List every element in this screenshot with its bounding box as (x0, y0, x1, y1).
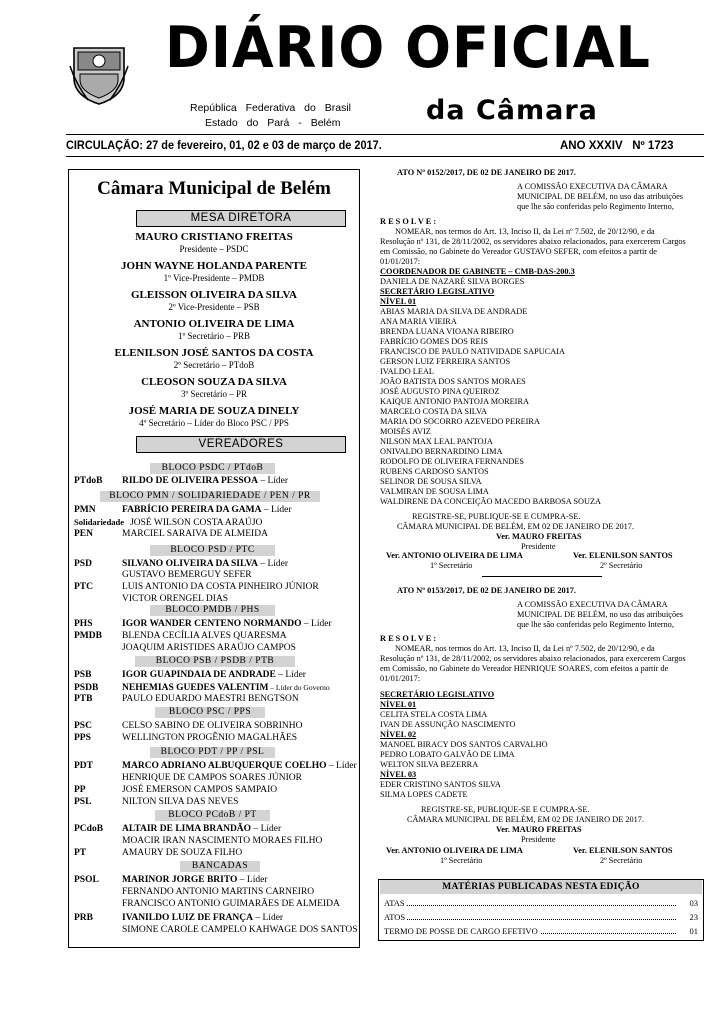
bloco-heading: BLOCO PSDC / PTdoB (150, 463, 275, 474)
party: PMDB (74, 631, 102, 641)
vereador-row (74, 733, 297, 744)
edition-issue: Nº 1723 (632, 140, 674, 152)
contents-label: TERMO DE POSSE DE CARGO EFETIVO (384, 926, 538, 936)
ato-list-item: MOISÉS AVIZ (380, 427, 431, 436)
ato-list-item: MANOEL BIRACY DOS SANTOS CARVALHO (380, 740, 548, 749)
ato-list-item: RUBENS CARDOSO SANTOS (380, 467, 489, 476)
ato-preamble: A COMISSÃO EXECUTIVA DA CÂMARA (517, 600, 668, 609)
ato-list-item: ANA MARIA VIEIRA (380, 317, 457, 326)
party: PHS (74, 619, 93, 629)
member-role: 1º Vice-Presidente – PMDB (163, 273, 265, 283)
vereador-name: LUIS ANTONIO DA COSTA PINHEIRO JÚNIOR (122, 582, 319, 592)
masthead-republic: República Federativa do Brasil (190, 102, 351, 114)
member-role: 1º Secretário – PRB (177, 331, 251, 341)
vereador-row (74, 517, 262, 529)
vereador-name: RILDO DE OLIVEIRA PESSOA (122, 476, 258, 486)
ato-list-item: IVALDO LEAL (380, 367, 434, 376)
ato-list-item: DANIELA DE NAZARÉ SILVA BORGES (380, 277, 525, 286)
ato-body: em Comissão, no Gabinete do Vereador HENRIQUE SOARES, com efeitos a partir de (380, 664, 669, 673)
signature-secretary: Ver. ELENILSON SANTOS (573, 846, 673, 855)
party: PSDB (74, 683, 99, 693)
ato-level: NÍVEL 03 (380, 770, 417, 779)
member-role: 2º Secretário – PTdoB (173, 360, 255, 370)
ato-list-item: WALDIRENE DA CONCEIÇÃO MACEDO BARBOSA SOUZA (380, 497, 602, 506)
member-role: 3º Secretário – PR (180, 389, 248, 399)
vereador-row (74, 785, 277, 796)
vereador-row (74, 887, 314, 898)
vereador-name: JOAQUIM ARISTIDES ARAÚJO CAMPOS (122, 643, 296, 653)
vereador-row (74, 582, 319, 593)
vereador-row (74, 899, 340, 910)
vereador-name: ALTAIR DE LIMA BRANDÃO (122, 824, 252, 834)
party: PEN (74, 529, 93, 539)
vereador-name: VICTOR ORENGEL DIAS (122, 594, 229, 604)
circulation-dates: CIRCULAÇÃO: 27 de fevereiro, 01, 02 e 03 de março de 2017. (66, 140, 382, 152)
vereador-row (74, 670, 306, 681)
ato-body: em Comissão, no Gabinete do Vereador GUSTAVO SEFER, com efeitos a partir de (380, 247, 657, 256)
vereador-row (74, 559, 288, 570)
ato-list-item: IVAN DE ASSUNÇÃO NASCIMENTO (380, 720, 516, 729)
signature-role: Presidente (521, 542, 556, 551)
vereador-row (74, 824, 281, 835)
contents-page: 01 (689, 926, 698, 936)
vereador-name: NEHEMIAS GUEDES VALENTIM (122, 683, 269, 693)
ato-title: ATO Nº 0152/2017, DE 02 DE JANEIRO DE 2017. (397, 168, 576, 177)
vereador-row (74, 913, 283, 924)
vereador-name: FERNANDO ANTONIO MARTINS CARNEIRO (122, 887, 315, 897)
ato-list-item: RODOLFO DE OLIVEIRA FERNANDES (380, 457, 525, 466)
party: PSB (74, 670, 92, 680)
ato-list-item: JOÃO BATISTA DOS SANTOS MORAES (380, 377, 526, 386)
vereador-row (74, 594, 228, 605)
party: PTC (74, 582, 93, 592)
member-name: ELENILSON JOSÉ SANTOS DA COSTA (114, 347, 314, 359)
leader-tag: – Líder do Governo (268, 683, 330, 692)
party: PCdoB (74, 824, 104, 834)
vereador-row (74, 619, 332, 630)
signature-secretary: Ver. ELENILSON SANTOS (573, 551, 673, 560)
bloco-heading: BLOCO PMDB / PHS (150, 605, 275, 616)
vereador-name: AMAURY DE SOUZA FILHO (122, 848, 243, 858)
ato-register: REGISTRE-SE, PUBLIQUE-SE E CUMPRA-SE. (421, 805, 590, 814)
ato-list-item: ONIVALDO BERNARDINO LIMA (380, 447, 503, 456)
ato-body: 01/01/2017: (380, 257, 421, 266)
vereador-name: FRANCISCO ANTONIO GUIMARÃES DE ALMEIDA (122, 899, 340, 909)
vereador-name: SILVANO OLIVEIRA DA SILVA (122, 559, 258, 569)
ato-list-item: VALMIRAN DE SOUSA LIMA (380, 487, 489, 496)
vereador-name: JOSÉ WILSON COSTA ARAÚJO (130, 518, 263, 528)
leader-tag: – Líder (253, 913, 284, 923)
ato-list-item: GERSON LUIZ FERREIRA SANTOS (380, 357, 511, 366)
ato-list-item: NILSON MAX LEAL PANTOJA (380, 437, 493, 446)
ato-title: ATO Nº 0153/2017, DE 02 DE JANEIRO DE 2017. (397, 586, 576, 595)
member-name: MAURO CRISTIANO FREITAS (135, 231, 293, 243)
divider (66, 156, 704, 157)
ato-cargo: COORDENADOR DE GABINETE – CMB-DAS-200.3 (380, 267, 575, 276)
vereador-name: CELSO SABINO DE OLIVEIRA SOBRINHO (122, 721, 303, 731)
vereador-row (74, 848, 242, 859)
vereador-name: JOSÉ EMERSON CAMPOS SAMPAIO (122, 785, 278, 795)
vereador-row (74, 836, 322, 847)
contents-page: 03 (689, 898, 698, 908)
ato-list-item: MARIA DO SOCORRO AZEVEDO PEREIRA (380, 417, 540, 426)
ato-list-item: KAIQUE ANTONIO PANTOJA MOREIRA (380, 397, 529, 406)
party: PSD (74, 559, 92, 569)
ato-list-item: BRENDA LUANA VIOANA RIBEIRO (380, 327, 514, 336)
leader-tag: – Líder (257, 476, 289, 486)
ato-body: NOMEAR, nos termos do Art. 13, Inciso II, da Lei nº 7.502, de 20/12/90, e da (395, 227, 655, 236)
ato-list-item: JOSÉ AUGUSTO PINA QUEIROZ (380, 387, 500, 396)
member-role: 2º Vice-Presidente – PSB (168, 302, 260, 312)
vereador-name: NILTON SILVA DAS NEVES (122, 797, 239, 807)
ato-preamble: que lhe são conferidas pelo Regimento Interno, (517, 202, 674, 211)
vereador-row (74, 875, 268, 886)
member-name: JOHN WAYNE HOLANDA PARENTE (121, 260, 307, 272)
party: PTB (74, 694, 93, 704)
ato-level: NÍVEL 01 (380, 297, 417, 306)
masthead-title: DIÁRIO OFICIAL (165, 14, 651, 81)
mesa-heading: MESA DIRETORA (136, 210, 346, 227)
vereador-name: MARCIEL SARAIVA DE ALMEIDA (122, 529, 268, 539)
bloco-heading: BLOCO PDT / PP / PSL (150, 747, 275, 758)
vereador-row (74, 643, 296, 654)
ato-level: NÍVEL 02 (380, 730, 417, 739)
ato-body: 01/01/2017: (380, 674, 421, 683)
ato-list-item: PEDRO LOBATO GALVÃO DE LIMA (380, 750, 515, 759)
leader-tag: – Líder (326, 761, 357, 771)
signature-secretary: Ver. ANTONIO OLIVEIRA DE LIMA (386, 846, 523, 855)
vereador-row (74, 797, 238, 808)
contents-row[interactable] (384, 898, 698, 909)
mesa-member (78, 289, 350, 312)
ato-list-item: SILMA LOPES CADETE (380, 790, 468, 799)
party: PP (74, 785, 86, 795)
vereador-row (74, 761, 357, 772)
masthead-state: Estado do Pará - Belém (205, 117, 341, 129)
edition-number (560, 140, 674, 152)
party: PMN (74, 505, 96, 515)
vereador-name: BLENDA CECÍLIA ALVES QUARESMA (122, 631, 287, 641)
signature-role: 1º Secretário (430, 561, 473, 570)
party: PTdoB (74, 476, 103, 486)
ato-preamble: MUNICIPAL DE BELÉM, no uso das atribuições (517, 610, 684, 619)
signature-role: 2º Secretário (600, 561, 643, 570)
ato-level: NÍVEL 01 (380, 700, 417, 709)
leader-tag: – Líder (251, 824, 282, 834)
leader-tag: – Líder (261, 505, 292, 515)
party: PSC (74, 721, 92, 731)
contents-page: 23 (689, 912, 698, 922)
ato-list-item: CELITA STELA COSTA LIMA (380, 710, 488, 719)
vereador-row (74, 631, 287, 642)
vereador-row (74, 529, 268, 540)
party: PT (74, 848, 87, 858)
party: PRB (74, 913, 93, 923)
member-role: 4º Secretário – Líder do Bloco PSC / PPS (139, 418, 289, 428)
bloco-heading: BLOCO PSD / PTC (150, 545, 275, 556)
signature-president: Ver. MAURO FREITAS (496, 825, 582, 834)
city-crest-icon (68, 44, 130, 106)
ato-list-item: FABRÍCIO GOMES DOS REIS (380, 337, 488, 346)
ato-cargo: SECRETÁRIO LEGISLATIVO (380, 690, 495, 699)
ato-register: CÂMARA MUNICIPAL DE BELÉM, EM 02 DE JANEIRO DE 2017. (407, 815, 645, 824)
signature-role: 2º Secretário (600, 856, 643, 865)
ato-body: Resolução nº 131, de 28/11/2002, os servidores abaixo relacionados, para exercerem Cargos (380, 237, 686, 246)
vereador-name: IGOR WANDER CENTENO NORMANDO (122, 619, 302, 629)
vereador-name: IVANILDO LUIZ DE FRANÇA (122, 913, 253, 923)
ato-list-item: EDER CRISTINO SANTOS SILVA (380, 780, 501, 789)
member-role: Presidente – PSDC (179, 244, 249, 254)
vereador-row (74, 694, 299, 705)
contents-label: ATAS (384, 898, 405, 908)
leader-tag: – Líder (237, 875, 268, 885)
vereador-name: PAULO EDUARDO MAESTRI BENGTSON (122, 694, 299, 704)
vereador-row (74, 721, 303, 732)
mesa-member (78, 231, 350, 254)
vereador-name: MARCO ADRIANO ALBUQUERQUE COELHO (122, 761, 327, 771)
bloco-heading: BLOCO PMN / SOLIDARIEDADE / PEN / PR (100, 491, 320, 502)
contents-row[interactable] (384, 912, 698, 923)
member-name: CLEOSON SOUZA DA SILVA (141, 376, 287, 388)
ato-list-item: WELTON SILVA BEZERRA (380, 760, 479, 769)
signature-president: Ver. MAURO FREITAS (496, 532, 582, 541)
bloco-heading: BLOCO PSB / PSDB / PTB (135, 656, 295, 667)
leader-tag: – Líder (301, 619, 332, 629)
contents-row[interactable] (384, 926, 698, 937)
separator (482, 576, 602, 577)
mesa-member (78, 376, 350, 399)
member-name: ANTONIO OLIVEIRA DE LIMA (133, 318, 295, 330)
party: PPS (74, 733, 91, 743)
ato-register: REGISTRE-SE, PUBLIQUE-SE E CUMPRA-SE. (412, 512, 581, 521)
party: Solidariedade (74, 517, 125, 527)
bloco-heading: BLOCO PSC / PPS (155, 707, 265, 718)
camara-title: Câmara Municipal de Belém (97, 178, 331, 199)
ato-register: CÂMARA MUNICIPAL DE BELÉM, EM 02 DE JANEIRO DE 2017. (397, 522, 635, 531)
mesa-member (78, 260, 350, 283)
leader-tag: – Líder (275, 670, 306, 680)
edition-year: ANO XXXIV (560, 140, 623, 152)
vereador-name: IGOR GUAPINDAIA DE ANDRADE (122, 670, 276, 680)
party: PSOL (74, 875, 99, 885)
ato-preamble: MUNICIPAL DE BELÉM, no uso das atribuições (517, 192, 684, 201)
vereador-row (74, 773, 302, 784)
ato-resolve: R E S O L V E : (380, 217, 437, 226)
vereador-name: GUSTAVO BEMERGUY SEFER (122, 570, 252, 580)
divider (66, 134, 704, 135)
vereador-name: MOACIR IRAN NASCIMENTO MORAES FILHO (122, 836, 323, 846)
ato-body: Resolução nº 131, de 28/11/2002, os servidores abaixo relacionados, para exercerem Cargos (380, 654, 686, 663)
contents-label: ATOS (384, 912, 406, 922)
vereador-row (74, 570, 252, 581)
ato-list-item: ABIAS MARIA DA SILVA DE ANDRADE (380, 307, 528, 316)
vereador-name: SIMONE CAROLE CAMPELO KAHWAGE DOS SANTOS (122, 925, 358, 935)
vereador-name: WELLINGTON PROGÊNIO MAGALHÃES (122, 733, 298, 743)
vereador-name: FABRÍCIO PEREIRA DA GAMA (122, 505, 262, 515)
mesa-member (78, 318, 350, 341)
ato-list-item: FRANCISCO DE PAULO NATIVIDADE SAPUCAIA (380, 347, 566, 356)
ato-list-item: SELINOR DE SOUSA SILVA (380, 477, 482, 486)
leader-tag: – Líder (257, 559, 289, 569)
leader-dots (384, 905, 676, 906)
member-name: GLEISSON OLIVEIRA DA SILVA (131, 289, 297, 301)
ato-preamble: A COMISSÃO EXECUTIVA DA CÂMARA (517, 182, 668, 191)
ato-resolve: R E S O L V E : (380, 634, 437, 643)
vereadores-heading: VEREADORES (136, 436, 346, 453)
vereador-row (74, 476, 288, 487)
vereador-row (74, 682, 330, 694)
contents-title: MATÉRIAS PUBLICADAS NESTA EDIÇÃO (380, 880, 702, 894)
masthead-subtitle: da Câmara (426, 95, 598, 126)
vereador-row (74, 505, 292, 516)
ato-cargo: SECRETÁRIO LEGISLATIVO (380, 287, 495, 296)
signature-role: Presidente (521, 835, 556, 844)
party: PDT (74, 761, 93, 771)
mesa-member (78, 347, 350, 370)
mesa-member (78, 405, 350, 428)
signature-secretary: Ver. ANTONIO OLIVEIRA DE LIMA (386, 551, 523, 560)
vereador-name: MARINOR JORGE BRITO (122, 875, 238, 885)
bloco-heading: BLOCO PCdoB / PT (155, 810, 270, 821)
bloco-heading: BANCADAS (180, 861, 260, 872)
party: PSL (74, 797, 92, 807)
leader-dots (384, 919, 676, 920)
ato-list-item: MARCELO COSTA DA SILVA (380, 407, 487, 416)
ato-body: NOMEAR, nos termos do Art. 13, Inciso II, da Lei nº 7.502, de 20/12/90, e da (395, 644, 655, 653)
vereador-row (74, 925, 358, 936)
member-name: JOSÉ MARIA DE SOUZA DINELY (128, 405, 300, 417)
signature-role: 1º Secretário (440, 856, 483, 865)
vereador-name: HENRIQUE DE CAMPOS SOARES JÚNIOR (122, 773, 302, 783)
ato-preamble: que lhe são conferidas pelo Regimento Interno, (517, 620, 674, 629)
